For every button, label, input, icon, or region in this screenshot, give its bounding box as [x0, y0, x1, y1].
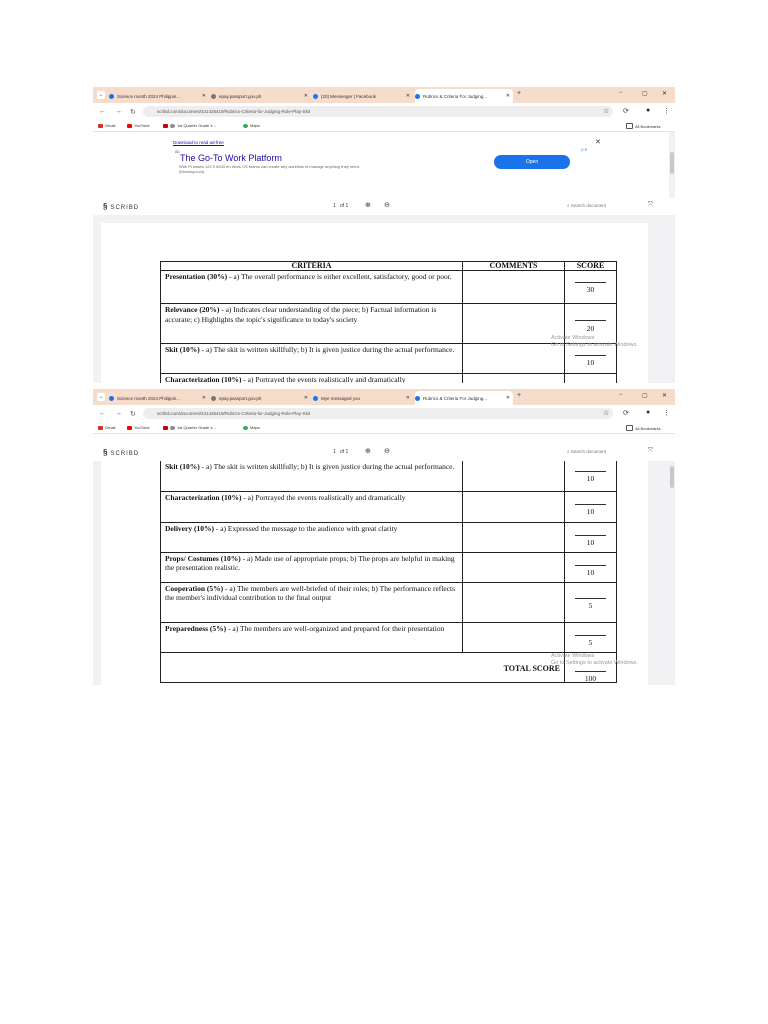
- criteria-cell: [161, 374, 463, 384]
- criteria-name: Characterization (10%): [165, 492, 242, 502]
- extensions-icon[interactable]: ⟳: [623, 108, 629, 115]
- close-window-icon[interactable]: ✕: [662, 393, 668, 399]
- globe-icon: [170, 124, 175, 128]
- bookmark-label: YouTube: [134, 425, 150, 430]
- restore-icon[interactable]: ▢: [642, 393, 648, 399]
- bookmark-label: YouTube: [134, 123, 150, 128]
- tab-messenger[interactable]: [313, 391, 413, 405]
- ad-badge: AD: [175, 150, 180, 154]
- url-text: scribd.com/document/431425419/Rubrics-Criteria-for-Judging-Role-Play-Skit: [157, 411, 311, 416]
- tab-label: Science month 2024 Philippin...: [117, 395, 181, 401]
- bookmark-quarter[interactable]: [163, 425, 216, 430]
- bookmark-label: Gmail: [105, 123, 116, 128]
- document-viewer[interactable]: [93, 461, 669, 685]
- total-score-value: 100: [584, 673, 597, 683]
- bookmarks-bar: [93, 121, 675, 132]
- score-value: 10: [586, 567, 595, 577]
- google-icon: [109, 396, 114, 401]
- scribd-logo[interactable]: [103, 448, 139, 457]
- zoom-in-icon[interactable]: ⊕: [365, 202, 371, 209]
- total-row: [161, 652, 617, 682]
- gmail-icon: [98, 124, 103, 128]
- close-icon[interactable]: ✕: [505, 395, 510, 401]
- score-line: [575, 635, 606, 636]
- back-icon[interactable]: ←: [99, 108, 106, 115]
- header-comments: COMMENTS: [463, 262, 565, 271]
- bookmark-label: Gmail: [105, 425, 116, 430]
- criteria-name: Cooperation (5%): [165, 583, 224, 593]
- table-row: [161, 622, 617, 652]
- youtube-icon: [127, 426, 132, 430]
- criteria-desc: - a) The overall performance is either excellent, satisfactory, good or poor.: [227, 272, 452, 281]
- back-icon[interactable]: ←: [99, 410, 106, 417]
- criteria-name: Delivery (10%): [165, 523, 214, 533]
- criteria-name: Skit (10%): [165, 462, 200, 471]
- table-row: [161, 304, 617, 344]
- score-line: [575, 282, 606, 283]
- download-ad-free-link[interactable]: Download to read ad-free: [173, 140, 224, 145]
- close-icon[interactable]: ✕: [303, 395, 308, 401]
- scrollbar-thumb[interactable]: [670, 466, 674, 488]
- score-value: 30: [586, 285, 595, 294]
- score-cell: [565, 522, 617, 552]
- scribd-logo-icon: §: [103, 448, 109, 457]
- tab-science-month[interactable]: [109, 391, 209, 405]
- logo-text: SCRIBD: [110, 451, 140, 457]
- criteria-desc: - a) Made use of appropriate props; b) The props are helpful in making the presentation realistic.: [165, 553, 455, 572]
- ad-source: (Monday.com): [179, 169, 205, 174]
- score-line: [575, 471, 606, 472]
- bookmark-gmail[interactable]: [98, 123, 115, 128]
- scribd-toolbar: [93, 444, 675, 461]
- score-cell: [565, 491, 617, 522]
- comments-cell: [463, 461, 565, 491]
- tab-label: Mye messaged you: [321, 395, 361, 401]
- document-viewer[interactable]: [93, 215, 669, 383]
- minimize-icon[interactable]: −: [619, 392, 623, 398]
- close-icon[interactable]: ✕: [405, 93, 410, 99]
- score-line: [575, 320, 606, 321]
- close-icon[interactable]: ✕: [201, 395, 206, 401]
- score-value: 10: [586, 474, 595, 483]
- criteria-desc: - a) Portrayed the events realistically and dramatically: [241, 375, 406, 383]
- score-line: [575, 598, 606, 599]
- globe-icon: [211, 94, 216, 99]
- zoom-in-icon[interactable]: ⊕: [365, 448, 371, 455]
- url-text: scribd.com/document/431425419/Rubrics-Criteria-for-Judging-Role-Play-Skit: [157, 109, 311, 114]
- comments-cell: [463, 522, 565, 552]
- score-cell: [565, 271, 617, 304]
- maps-icon: [243, 426, 248, 430]
- comments-cell: [463, 582, 565, 622]
- scribd-icon: [415, 396, 420, 401]
- browser-screenshot-1: [93, 87, 675, 383]
- bookmark-gmail[interactable]: [98, 425, 115, 430]
- header-criteria: CRITERIA: [161, 262, 463, 271]
- reload-icon[interactable]: ↻: [130, 411, 136, 418]
- table-row: [161, 582, 617, 622]
- criteria-cell: [161, 344, 463, 374]
- tab-rubrics[interactable]: [415, 89, 513, 103]
- close-icon[interactable]: ✕: [303, 93, 308, 99]
- zoom-out-icon[interactable]: ⊖: [384, 448, 390, 455]
- scribd-icon: [415, 94, 420, 99]
- comments-cell: [463, 622, 565, 652]
- tab-strip: [93, 87, 675, 103]
- bookmark-youtube[interactable]: [127, 123, 150, 128]
- rubric-table: [160, 461, 617, 683]
- search-placeholder: Search document: [570, 449, 607, 454]
- criteria-cell: [161, 271, 463, 304]
- criteria-desc: - a) The skit is written skillfully; b) It is given justice during the actual performance.: [199, 462, 455, 471]
- criteria-name: Preparedness (5%): [165, 623, 227, 633]
- extensions-icon[interactable]: ⟳: [623, 410, 629, 417]
- scribd-logo[interactable]: [103, 202, 139, 211]
- address-bar: [93, 103, 675, 121]
- bookmark-label: 1st Quarter Grade 4...: [177, 123, 216, 128]
- score-cell: [565, 461, 617, 491]
- ad-banner: [93, 132, 675, 189]
- tab-epay-passport[interactable]: [211, 89, 311, 103]
- criteria-name: Characterization (10%): [165, 375, 242, 383]
- tab-strip: [93, 389, 675, 405]
- score-line: [575, 504, 606, 505]
- menu-icon[interactable]: ⋮: [663, 410, 670, 417]
- criteria-cell: [161, 622, 463, 652]
- watermark-line1: Activate Windows: [551, 335, 595, 341]
- maps-icon: [243, 124, 248, 128]
- url-input[interactable]: [143, 408, 613, 419]
- all-bookmarks[interactable]: [626, 425, 661, 431]
- table-row: [161, 271, 617, 304]
- score-line: [575, 565, 606, 566]
- table-row: [161, 552, 617, 582]
- page-number[interactable]: 1: [333, 449, 336, 455]
- scrollbar-thumb[interactable]: [670, 152, 674, 174]
- close-icon[interactable]: ✕: [505, 93, 510, 99]
- criteria-name: Props/ Costumes (10%): [165, 553, 241, 563]
- score-value: 10: [586, 537, 595, 547]
- minimize-icon[interactable]: −: [619, 90, 623, 96]
- logo-text: SCRIBD: [110, 205, 140, 211]
- profile-icon[interactable]: ●: [646, 409, 651, 416]
- adchoices-icon[interactable]: ▷✕: [581, 147, 588, 152]
- youtube-icon: [127, 124, 132, 128]
- facebook-icon: [313, 94, 318, 99]
- tab-label: Rubrics & Criteria For Judging...: [423, 395, 488, 401]
- bookmark-maps[interactable]: [243, 123, 260, 128]
- menu-icon[interactable]: ⋮: [663, 108, 670, 115]
- ad-body: With PI based 122 5 6533 en Work OS teams can create any workflow to manage anything they need.: [179, 164, 360, 169]
- document-page: [101, 461, 648, 685]
- youtube-icon: [163, 426, 168, 430]
- ad-title[interactable]: The Go-To Work Platform: [180, 153, 282, 163]
- score-value: 5: [588, 637, 593, 647]
- bookmark-label: All Bookmarks: [635, 123, 661, 129]
- restore-icon[interactable]: ▢: [642, 91, 648, 97]
- comments-cell: [463, 344, 565, 374]
- new-tab-icon[interactable]: +: [517, 90, 522, 97]
- ad-open-button[interactable]: Open: [494, 155, 570, 169]
- close-icon[interactable]: ✕: [201, 93, 206, 99]
- criteria-name: Presentation (30%): [165, 272, 228, 281]
- new-tab-icon[interactable]: +: [517, 392, 522, 399]
- messenger-icon: [313, 396, 318, 401]
- criteria-desc: - a) The members are well-briefed of their roles; b) The performance reflects the member's individual contribution to the final output: [165, 583, 456, 602]
- page-indicator: [333, 449, 348, 455]
- tab-messenger[interactable]: [313, 89, 413, 103]
- tab-search-icon[interactable]: ⌄: [98, 394, 104, 400]
- score-cell: [565, 582, 617, 622]
- criteria-desc: - a) The members are well-organized and prepared for their presentation: [226, 623, 445, 633]
- rubric-table: [160, 261, 617, 383]
- bookmark-quarter[interactable]: [163, 123, 216, 128]
- forward-icon[interactable]: →: [115, 108, 122, 115]
- close-window-icon[interactable]: ✕: [662, 91, 668, 97]
- activate-windows-watermark: [551, 653, 638, 667]
- search-document-input[interactable]: ⌕ Search document: [567, 449, 607, 454]
- activate-windows-watermark: [551, 335, 638, 349]
- score-cell: [565, 622, 617, 652]
- criteria-cell: [161, 582, 463, 622]
- score-value: 10: [586, 506, 595, 516]
- scribd-logo-icon: §: [103, 202, 109, 211]
- criteria-cell: [161, 304, 463, 344]
- browser-screenshot-2: [93, 389, 675, 685]
- scrollbar[interactable]: [669, 444, 675, 685]
- criteria-name: Relevance (20%): [165, 305, 220, 314]
- watermark-line2: Go to Settings to activate Windows.: [551, 660, 638, 666]
- criteria-cell: [161, 461, 463, 491]
- table-header-row: [161, 262, 617, 271]
- globe-icon: [170, 426, 175, 430]
- criteria-desc: - a) Expressed the message to the audience with great clarity: [213, 523, 398, 533]
- gmail-icon: [98, 426, 103, 430]
- score-line: [575, 355, 606, 356]
- score-value: 10: [586, 358, 595, 367]
- table-row: [161, 491, 617, 522]
- comments-cell: [463, 491, 565, 522]
- bookmark-maps[interactable]: [243, 425, 260, 430]
- tab-label: epay.passport.gov.ph: [219, 93, 262, 99]
- tab-search-icon[interactable]: ⌄: [98, 92, 104, 98]
- star-icon[interactable]: ☆: [603, 108, 610, 115]
- bookmark-label: All Bookmarks: [635, 425, 661, 431]
- comments-cell: [463, 271, 565, 304]
- close-icon[interactable]: ✕: [405, 395, 410, 401]
- tab-epay-passport[interactable]: [211, 391, 311, 405]
- score-value: 5: [588, 600, 593, 610]
- google-icon: [109, 94, 114, 99]
- tab-label: Rubrics & Criteria For Judging...: [423, 93, 488, 99]
- fullscreen-icon[interactable]: ⤧: [648, 202, 653, 208]
- scrollbar[interactable]: [669, 132, 675, 383]
- score-cell: [565, 552, 617, 582]
- zoom-out-icon[interactable]: ⊖: [384, 202, 390, 209]
- total-score-label: TOTAL SCORE: [503, 664, 560, 673]
- close-ad-icon[interactable]: ✕: [595, 139, 601, 146]
- search-document-input[interactable]: ⌕ Search document: [567, 203, 607, 208]
- address-bar: [93, 405, 675, 423]
- page-total: of 1: [339, 449, 349, 455]
- page-number[interactable]: 1: [333, 203, 336, 209]
- comments-cell: [463, 304, 565, 344]
- reload-icon[interactable]: ↻: [130, 109, 136, 116]
- all-bookmarks[interactable]: [626, 123, 661, 129]
- bookmarks-bar: [93, 423, 675, 434]
- bookmark-label: 1st Quarter Grade 4...: [177, 425, 216, 430]
- folder-icon: [626, 425, 633, 431]
- scribd-toolbar: [93, 198, 675, 215]
- score-value: 20: [586, 324, 595, 333]
- table-row: [161, 344, 617, 374]
- criteria-name: Skit (10%): [165, 345, 200, 354]
- tab-rubrics[interactable]: [415, 391, 513, 405]
- url-input[interactable]: [143, 106, 613, 117]
- score-line: [575, 535, 606, 536]
- globe-icon: [211, 396, 216, 401]
- document-page: [101, 223, 648, 383]
- folder-icon: [626, 123, 633, 129]
- table-row: [161, 461, 617, 491]
- star-icon[interactable]: ☆: [603, 410, 610, 417]
- bookmark-label: Maps: [250, 425, 260, 430]
- youtube-icon: [163, 124, 168, 128]
- tab-label: Science month 2024 Philippin...: [117, 93, 181, 99]
- forward-icon[interactable]: →: [115, 410, 122, 417]
- criteria-cell: [161, 491, 463, 522]
- page-total: of 1: [339, 203, 349, 209]
- score-line: [575, 671, 606, 672]
- header-score: SCORE: [565, 262, 617, 271]
- criteria-cell: [161, 552, 463, 582]
- search-placeholder: Search document: [570, 203, 607, 208]
- criteria-desc: - a) The skit is written skillfully; b) It is given justice during the actual performance.: [199, 345, 455, 354]
- score-cell: [565, 374, 617, 384]
- bookmark-label: Maps: [250, 123, 260, 128]
- criteria-cell: [161, 522, 463, 552]
- criteria-desc: - a) Portrayed the events realistically and dramatically: [241, 492, 406, 502]
- table-row: [161, 522, 617, 552]
- fullscreen-icon[interactable]: ⤧: [648, 448, 653, 454]
- page-indicator: [333, 203, 348, 209]
- tab-label: epay.passport.gov.ph: [219, 395, 262, 401]
- ad-text: [179, 164, 369, 174]
- watermark-line1: Activate Windows: [551, 653, 595, 659]
- tab-label: (20) Messenger | Facebook: [321, 93, 376, 99]
- watermark-line2: Go to Settings to activate Windows.: [551, 342, 638, 348]
- tab-science-month[interactable]: [109, 89, 209, 103]
- criteria-desc: - a) Indicates clear understanding of the piece; b) Factual information is accurate; c) Highlights the topic's significance to today's society: [165, 305, 437, 324]
- comments-cell: [463, 374, 565, 384]
- comments-cell: [463, 552, 565, 582]
- total-label-cell: [161, 652, 565, 682]
- bookmark-youtube[interactable]: [127, 425, 150, 430]
- table-row: [161, 374, 617, 384]
- profile-icon[interactable]: ●: [646, 107, 651, 114]
